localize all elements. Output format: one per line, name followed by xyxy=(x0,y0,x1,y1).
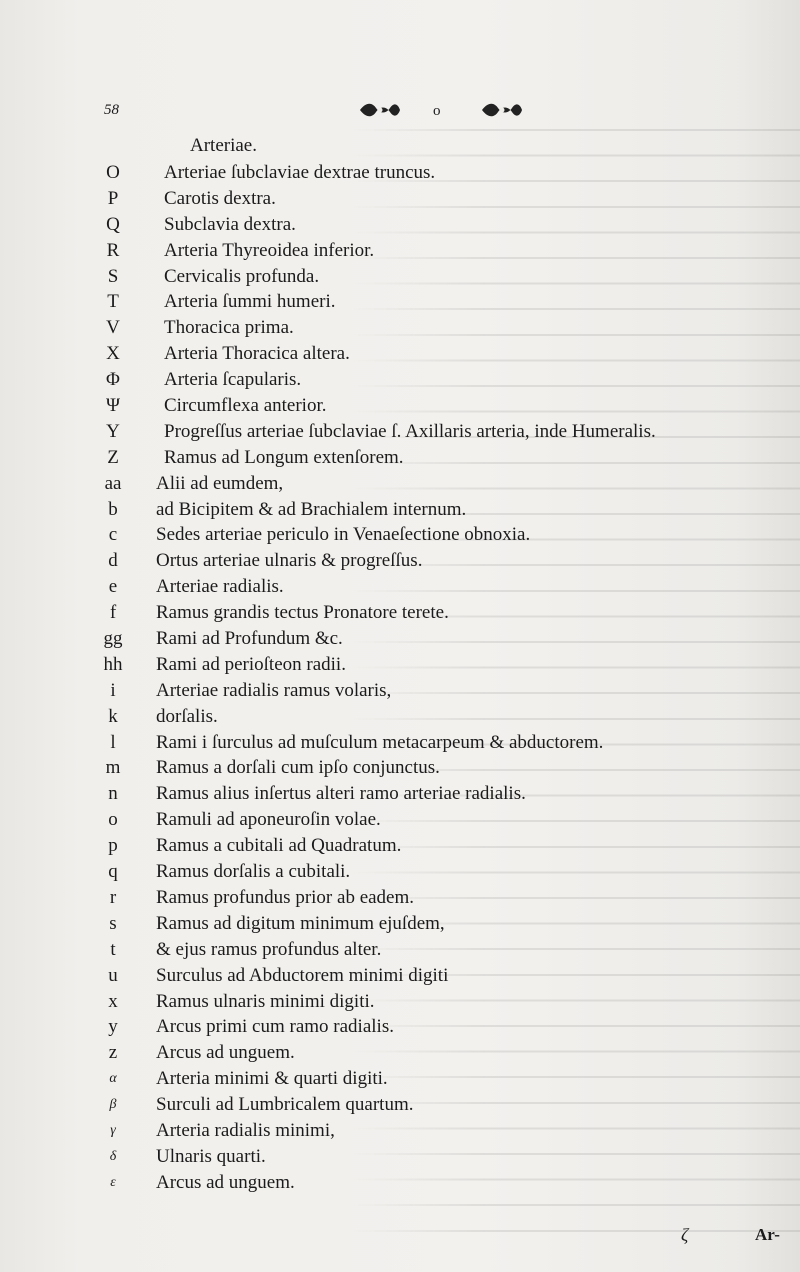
ornament-right-icon xyxy=(480,100,524,120)
entry-letter: R xyxy=(106,239,120,261)
entry-text: Arteriae radialis ramus volaris, xyxy=(156,679,392,701)
entry-text: & ejus ramus profundus alter. xyxy=(156,938,382,960)
entry-letter: l xyxy=(110,731,116,753)
entry-text: Arteriae ſubclaviae dextrae truncus. xyxy=(164,162,436,183)
legend-entry xyxy=(0,471,800,497)
entry-letter: O xyxy=(106,162,120,183)
page-number: 58 xyxy=(104,102,119,118)
entry-text: Ramus ad Longum extenſorem. xyxy=(164,446,404,468)
entry-letter: m xyxy=(105,757,121,779)
entry-text: Sedes arteriae periculo in Venaeſectione obnoxia. xyxy=(156,524,531,546)
entry-letter: Y xyxy=(106,420,120,442)
entry-text: Ulnaris quarti. xyxy=(156,1145,266,1167)
legend-entry xyxy=(0,807,800,833)
legend-entry xyxy=(0,186,800,212)
entry-letter: ε xyxy=(110,1174,116,1190)
entry-text: Ramus grandis tectus Pronatore terete. xyxy=(156,602,449,624)
entry-text: Ramus a dorſali cum ipſo conjunctus. xyxy=(156,757,440,779)
entry-letter: u xyxy=(108,964,118,986)
legend-entry xyxy=(0,755,800,781)
entry-letter: b xyxy=(108,498,118,520)
entry-text: Surculus ad Abductorem minimi digiti xyxy=(156,964,449,986)
entry-text: Arcus ad unguem. xyxy=(156,1171,295,1193)
legend-entry xyxy=(0,445,800,471)
section-heading: Arteriae. xyxy=(190,135,257,156)
entry-letter: X xyxy=(106,343,120,365)
legend-entry xyxy=(0,1014,800,1040)
legend-entry xyxy=(0,160,800,186)
entry-letter: S xyxy=(107,265,119,287)
entry-letter: Φ xyxy=(106,369,120,391)
legend-entry xyxy=(0,600,800,626)
legend-entry xyxy=(0,626,800,652)
entry-text: Thoracica prima. xyxy=(164,317,294,339)
legend-entry xyxy=(0,1144,800,1170)
entry-letter: Q xyxy=(106,213,120,235)
legend-entry xyxy=(0,1092,800,1118)
entry-text: Rami ad Profundum &c. xyxy=(156,628,343,650)
entry-letter: t xyxy=(110,938,116,960)
entry-text: Surculi ad Lumbricalem quartum. xyxy=(156,1094,414,1116)
legend-entry xyxy=(0,393,800,419)
entry-text: Ramus alius inſertus alteri ramo arteriae radialis. xyxy=(156,783,526,805)
entry-text: Arcus primi cum ramo radialis. xyxy=(156,1016,394,1038)
entry-text: Ortus arteriae ulnaris & progreſſus. xyxy=(156,550,423,572)
entry-letter: Z xyxy=(107,446,119,468)
legend-entry xyxy=(0,989,800,1015)
entry-text: Ramus a cubitali ad Quadratum. xyxy=(156,835,402,857)
entry-letter: β xyxy=(109,1097,117,1113)
legend-entry xyxy=(0,911,800,937)
entry-letter: p xyxy=(108,835,118,857)
entry-letter: y xyxy=(108,1016,118,1038)
legend-entry xyxy=(0,367,800,393)
entry-letter: V xyxy=(106,317,120,339)
entry-text: Arteria Thoracica altera. xyxy=(164,343,350,365)
entry-text: Arteria radialis minimi, xyxy=(156,1119,335,1141)
entry-letter: P xyxy=(107,187,119,209)
entry-letter: o xyxy=(108,809,118,831)
legend-entry xyxy=(0,289,800,315)
legend-entry xyxy=(0,1170,800,1196)
entry-letter: e xyxy=(108,576,118,598)
ornament-left-icon xyxy=(358,100,402,120)
entry-letter: q xyxy=(108,861,118,883)
ornament-center: o xyxy=(433,103,441,119)
legend-entry xyxy=(0,781,800,807)
legend-entry xyxy=(0,1040,800,1066)
entry-letter: i xyxy=(110,679,116,701)
entry-text: Rami ad perioſteon radii. xyxy=(156,653,346,675)
entry-letter: z xyxy=(108,1042,118,1064)
legend-entry xyxy=(0,264,800,290)
entry-letter: k xyxy=(108,705,118,727)
legend-entries xyxy=(0,160,800,1196)
legend-entry xyxy=(0,212,800,238)
entry-text: Arcus ad unguem. xyxy=(156,1042,295,1064)
entry-text: Ramuli ad aponeuroſin volae. xyxy=(156,809,381,831)
entry-letter: aa xyxy=(104,472,122,494)
entry-letter: x xyxy=(108,990,118,1012)
legend-entry xyxy=(0,315,800,341)
legend-entry xyxy=(0,730,800,756)
entry-text: Ramus dorſalis a cubitali. xyxy=(156,861,351,883)
legend-entry xyxy=(0,704,800,730)
entry-letter: n xyxy=(108,783,118,805)
entry-text: ad Bicipitem & ad Brachialem internum. xyxy=(156,498,467,520)
entry-text: Ramus ulnaris minimi digiti. xyxy=(156,990,375,1012)
entry-letter: δ xyxy=(109,1148,117,1164)
entry-letter: α xyxy=(109,1071,117,1087)
entry-text: Cervicalis profunda. xyxy=(164,265,320,287)
entry-text: Progreſſus arteriae ſubclaviae ſ. Axillaris arteria, inde Humeralis. xyxy=(164,420,656,442)
entry-text: dorſalis. xyxy=(156,705,218,727)
entry-text: Ramus ad digitum minimum ejuſdem, xyxy=(156,912,445,934)
entry-text: Subclavia dextra. xyxy=(164,213,296,235)
legend-entry xyxy=(0,1118,800,1144)
footer-letter: ζ xyxy=(681,1225,689,1245)
legend-entry xyxy=(0,497,800,523)
entry-letter: d xyxy=(108,550,118,572)
entry-text: Rami i ſurculus ad muſculum metacarpeum & abductorem. xyxy=(156,731,604,753)
entry-text: Arteria minimi & quarti digiti. xyxy=(156,1068,388,1090)
legend-entry xyxy=(0,522,800,548)
entry-letter: Ψ xyxy=(105,395,121,417)
entry-text: Arteria ſcapularis. xyxy=(164,369,302,391)
entry-letter: c xyxy=(108,524,118,546)
entry-letter: γ xyxy=(110,1122,116,1138)
entry-text: Ramus profundus prior ab eadem. xyxy=(156,886,415,908)
legend-entry xyxy=(0,238,800,264)
entry-letter: T xyxy=(107,291,119,313)
legend-entry xyxy=(0,885,800,911)
legend-entry xyxy=(0,859,800,885)
legend-entry xyxy=(0,937,800,963)
legend-entry xyxy=(0,652,800,678)
entry-text: Alii ad eumdem, xyxy=(156,472,284,494)
entry-letter: r xyxy=(109,886,117,908)
legend-entry xyxy=(0,341,800,367)
legend-entry xyxy=(0,1066,800,1092)
legend-entry xyxy=(0,833,800,859)
catchword: Ar- xyxy=(755,1225,780,1244)
entry-letter: s xyxy=(109,912,117,934)
legend-entry xyxy=(0,678,800,704)
entry-text: Arteria ſummi humeri. xyxy=(164,291,336,313)
entry-text: Arteriae radialis. xyxy=(156,576,284,598)
entry-text: Circumflexa anterior. xyxy=(164,395,327,417)
entry-text: Arteria Thyreoidea inferior. xyxy=(164,239,375,261)
entry-letter: f xyxy=(109,602,117,624)
entry-text: Carotis dextra. xyxy=(164,187,276,209)
entry-letter: hh xyxy=(103,653,123,675)
legend-entry xyxy=(0,574,800,600)
legend-entry xyxy=(0,963,800,989)
legend-entry xyxy=(0,548,800,574)
legend-entry xyxy=(0,419,800,445)
entry-letter: gg xyxy=(103,628,123,650)
